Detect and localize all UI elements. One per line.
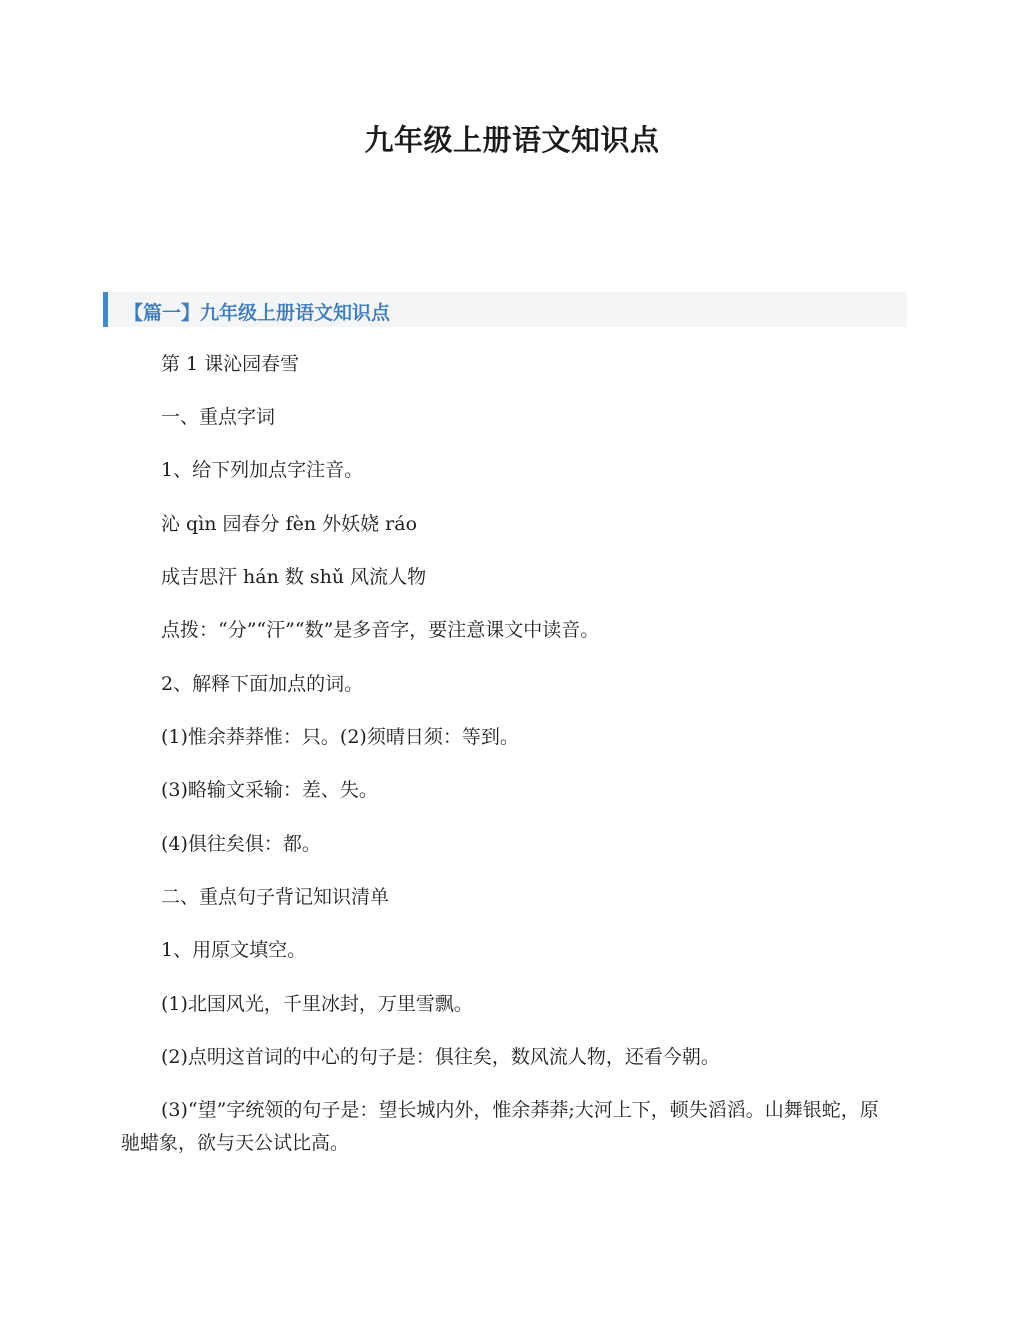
paragraph-question-1: 1、给下列加点字注音。 <box>161 459 364 481</box>
paragraph-heading-key-words: 一、重点字词 <box>161 406 276 428</box>
paragraph-lesson-title: 第 1 课沁园春雪 <box>161 353 300 375</box>
paragraph-answer-3: (3)略输文采输：差、失。 <box>161 779 378 801</box>
paragraph-pinyin-line-2: 成吉思汗 hán 数 shǔ 风流人物 <box>161 566 427 588</box>
section-header <box>103 292 907 327</box>
paragraph-heading-key-sentences: 二、重点句子背记知识清单 <box>161 886 390 908</box>
paragraph-fill-answer-3: (3)“望”字统领的句子是：望长城内外，惟余莽莽;大河上下，顿失滔滔。山舞银蛇，原驰蜡象，欲与天公试比高。 <box>121 1099 879 1154</box>
paragraph-pinyin-line-1: 沁 qìn 园春分 fèn 外妖娆 ráo <box>161 513 418 535</box>
paragraph-fill-answer-2: (2)点明这首词的中心的句子是：俱往矣，数风流人物，还看今朝。 <box>161 1046 720 1068</box>
section-header-label: 【篇一】九年级上册语文知识点 <box>124 302 391 324</box>
paragraph-question-2: 2、解释下面加点的词。 <box>161 673 364 695</box>
paragraph-answer-4: (4)俱往矣俱：都。 <box>161 833 321 855</box>
paragraph-tip: 点拨：“分”“汗”“数”是多音字，要注意课文中读音。 <box>161 619 600 641</box>
paragraph-answer-1-2: (1)惟余莽莽惟：只。(2)须晴日须：等到。 <box>161 726 519 748</box>
paragraph-fill-answer-1: (1)北国风光，千里冰封，万里雪飘。 <box>161 993 473 1015</box>
paragraph-fill-blank: 1、用原文填空。 <box>161 939 307 961</box>
document-title: 九年级上册语文知识点 <box>364 123 660 157</box>
